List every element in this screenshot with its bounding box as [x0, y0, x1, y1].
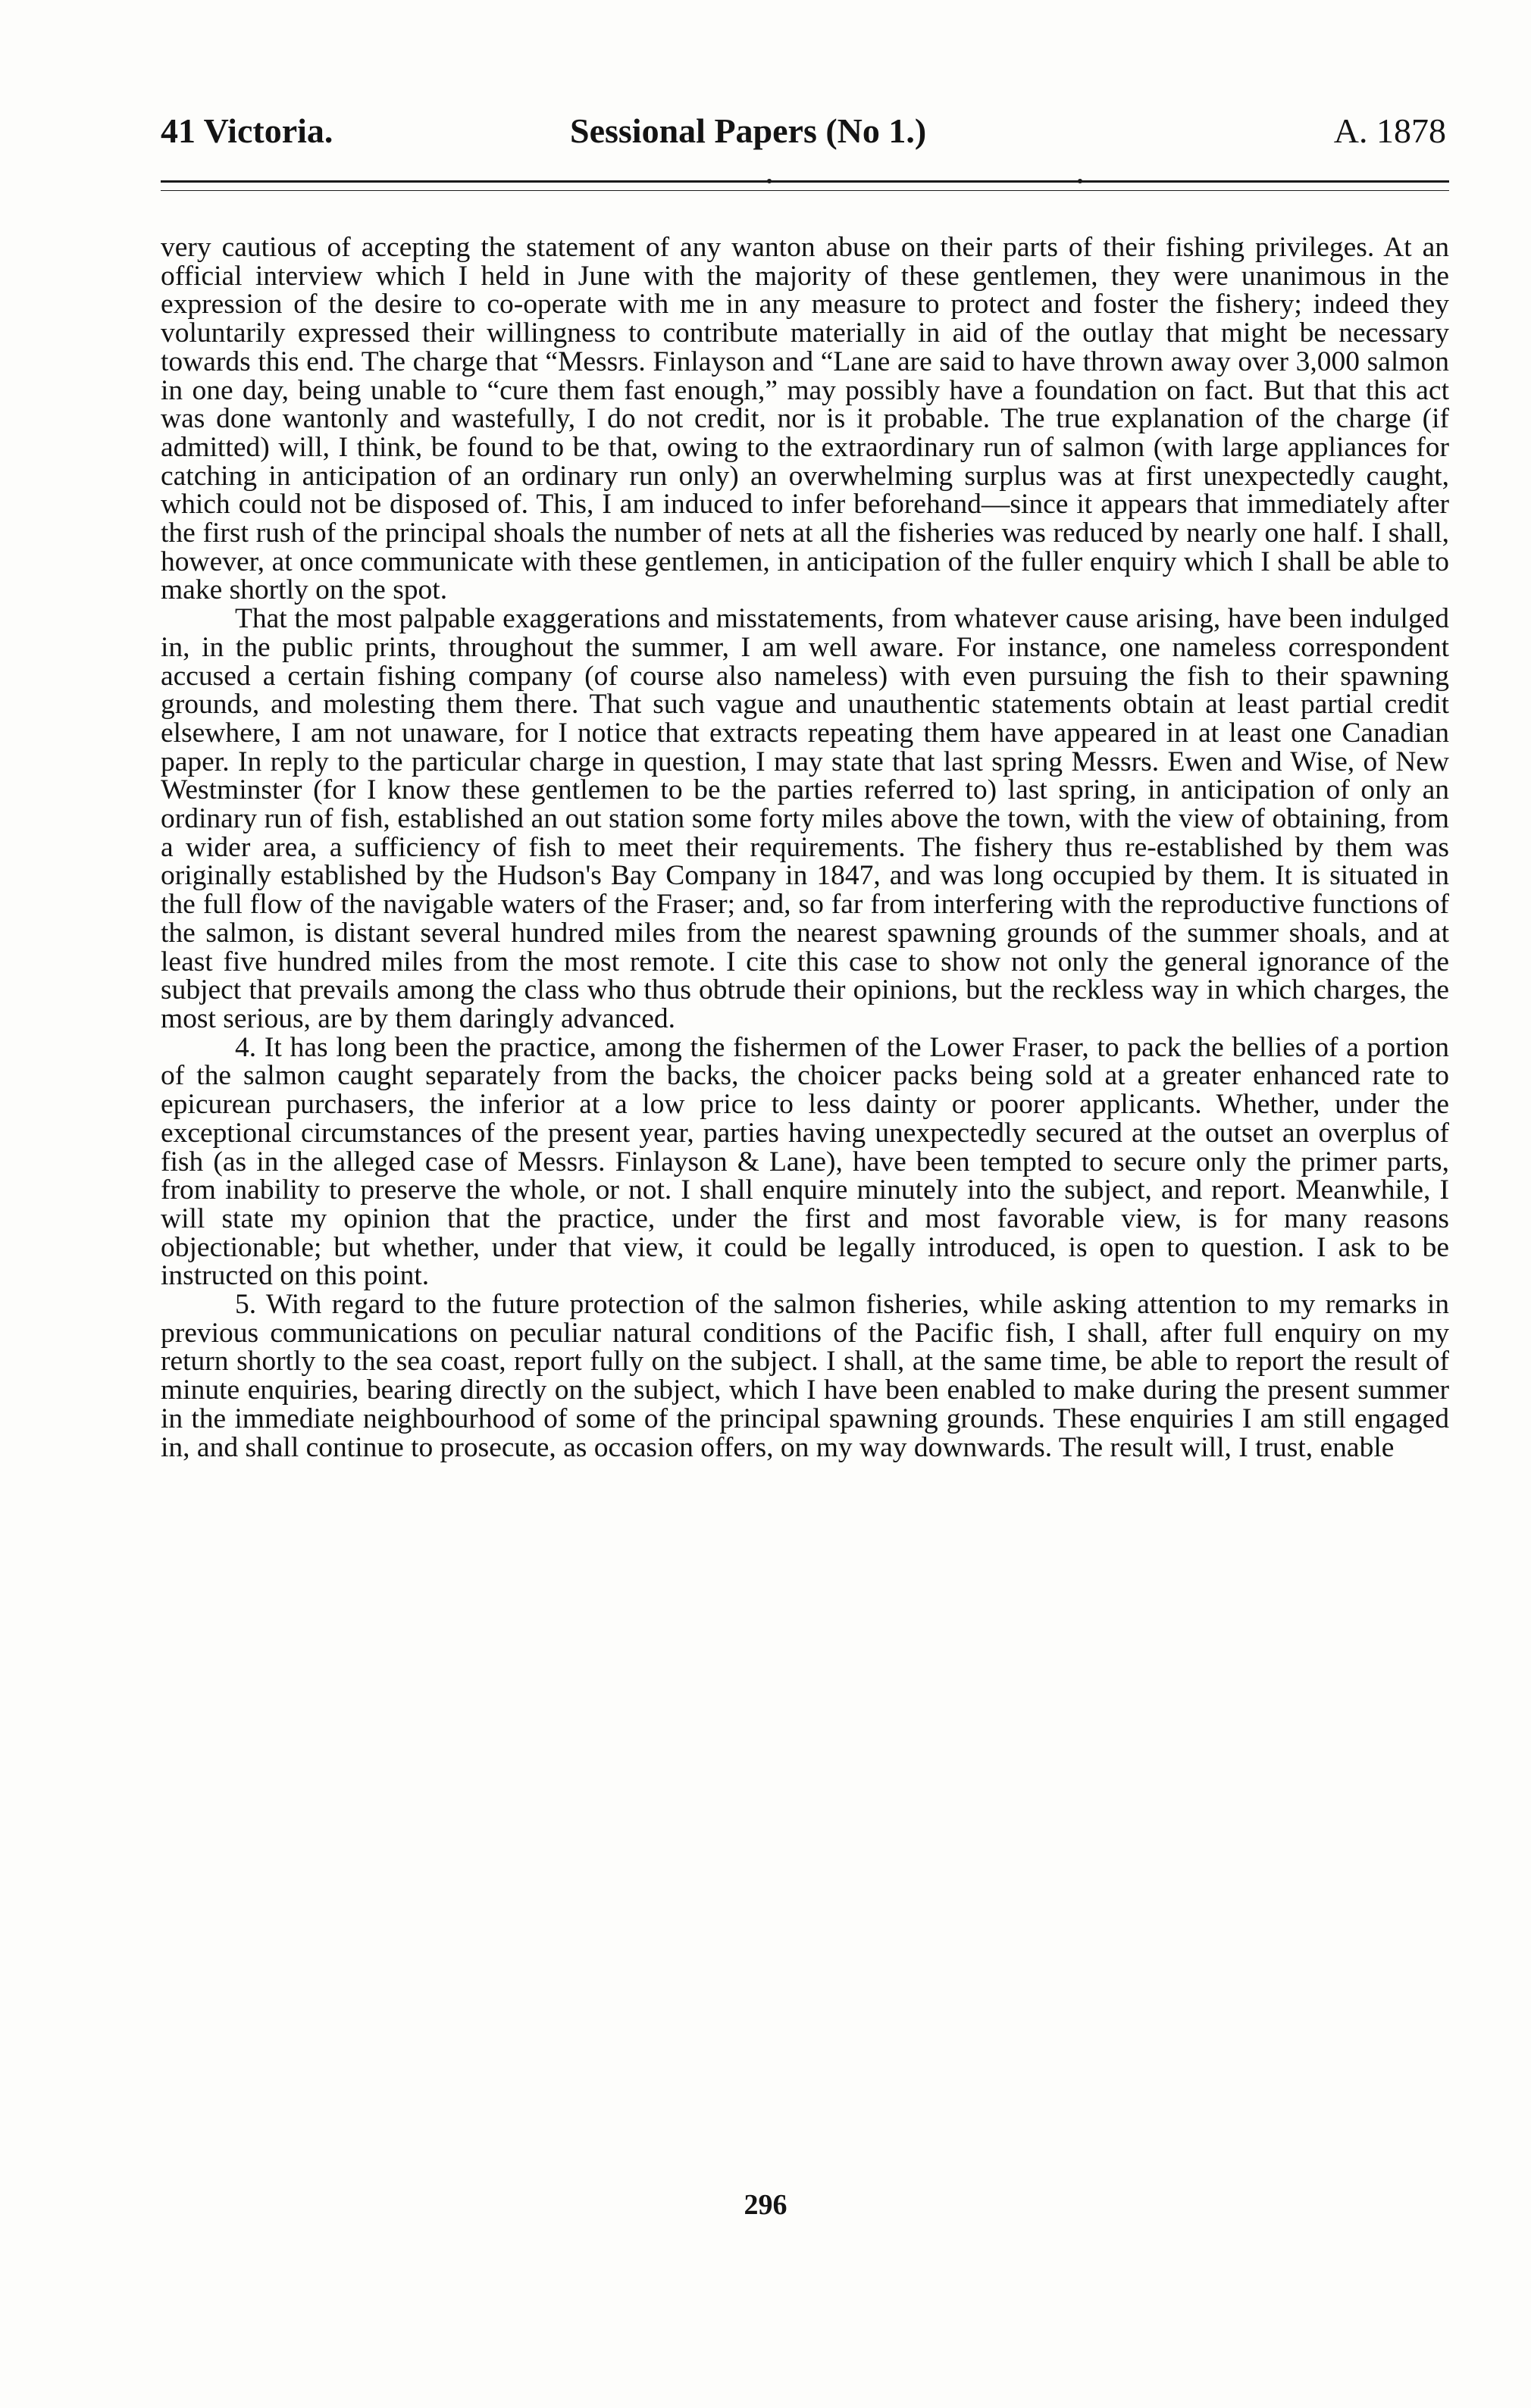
- paragraph-continued: very cautious of accepting the statement of any wanton abuse on their parts of their fishing privileges. At an official interview which I held in June with the majority of these gentlemen, they were unanimous in the expression of the desire to co-operate with me in any measure to protect and foster the fishery; indeed they voluntarily expressed their willingness to contribute materially in aid of the outlay that might be necessary towards this end. The charge that “Messrs. Finlayson and “Lane are said to have thrown away over 3,000 salmon in one day, being unable to “cure them fast enough,” may possibly have a foundation on fact. But that this act was done wantonly and wastefully, I do not credit, nor is it probable. The true explanation of the charge (if admitted) will, I think, be found to be that, owing to the extraordinary run of salmon (with large appliances for catching in anticipation of an ordinary run only) an overwhelming surplus was at first unexpectedly caught, which could not be disposed of. This, I am induced to infer beforehand—since it appears that immediately after the first rush of the principal shoals the number of nets at all the fisheries was reduced by nearly one half. I shall, however, at once communicate with these gentlemen, in anticipation of the fuller enquiry which I shall be able to make shortly on the spot.: [161, 232, 1449, 606]
- rule-ornament: [1078, 179, 1082, 183]
- paragraph-4: 4. It has long been the practice, among the fishermen of the Lower Fraser, to pack the bellies of a portion of the salmon caught separately from the backs, the choicer packs being sold at a greater enhanced rate to epicurean purchasers, the inferior at a low price to less dainty or poorer applicants. Whether, under the exceptional circumstances of the present year, parties having unexpectedly secured at the outset an overplus of fish (as in the alleged case of Messrs. Finlayson & Lane), have been tempted to secure only the primer parts, from inability to preserve the whole, or not. I shall enquire minutely into the subject, and report. Meanwhile, I will state my opinion that the practice, under the first and most favorable view, is for many reasons objectionable; but whether, under that view, it could be legally introduced, is open to question. I ask to be instructed on this point.: [161, 1031, 1449, 1292]
- body-text: [161, 233, 1449, 1462]
- running-header: [161, 105, 1446, 158]
- header-year: A. 1878: [1333, 111, 1446, 150]
- header-volume: 41 Victoria.: [161, 111, 333, 150]
- rule-ornament: [767, 179, 772, 183]
- paragraph-5: 5. With regard to the future protection of the salmon fisheries, while asking attention to my remarks in previous communications on peculiar natural conditions of the Pacific fish, I shall, after full enquiry on my return shortly to the sea coast, report fully on the subject. I shall, at the same time, be able to report the result of minute enquiries, bearing directly on the subject, which I have been enabled to make during the present summer in the immediate neighbourhood of some of the principal spawning grounds. These enquiries I am still engaged in, and shall continue to prosecute, as occasion offers, on my way downwards. The result will, I trust, enable: [161, 1289, 1449, 1463]
- page-number: 296: [744, 2189, 787, 2221]
- header-title: Sessional Papers (No 1.): [570, 111, 927, 150]
- header-rule: [161, 180, 1449, 191]
- paragraph-exaggerations: That the most palpable exaggerations and misstatements, from whatever cause arising, have been indulged in, in the public prints, throughout the summer, I am well aware. For instance, one nameless correspondent accused a certain fishing company (of course also nameless) with even pursuing the fish to their spawning grounds, and molesting them there. That such vague and unauthentic statements obtain at least partial credit elsewhere, I am not unaware, for I notice that extracts repeating them have appeared in at least one Canadian paper. In reply to the particular charge in question, I may state that last spring Messrs. Ewen and Wise, of New Westminster (for I know these gentlemen to be the parties referred to) last spring, in anticipation of only an ordinary run of fish, established an out station some forty miles above the town, with the view of obtaining, from a wider area, a sufficiency of fish to meet their requirements. The fishery thus re-established by them was originally established by the Hudson's Bay Company in 1847, and was long occupied by them. It is situated in the full flow of the navigable waters of the Fraser; and, so far from interfering with the reproductive functions of the salmon, is distant several hundred miles from the nearest spawning grounds of the summer shoals, and at least five hundred miles from the most remote. I cite this case to show not only the general ignorance of the subject that prevails among the class who thus obtrude their opinions, but the reckless way in which charges, the most serious, are by them daringly advanced.: [161, 603, 1449, 1034]
